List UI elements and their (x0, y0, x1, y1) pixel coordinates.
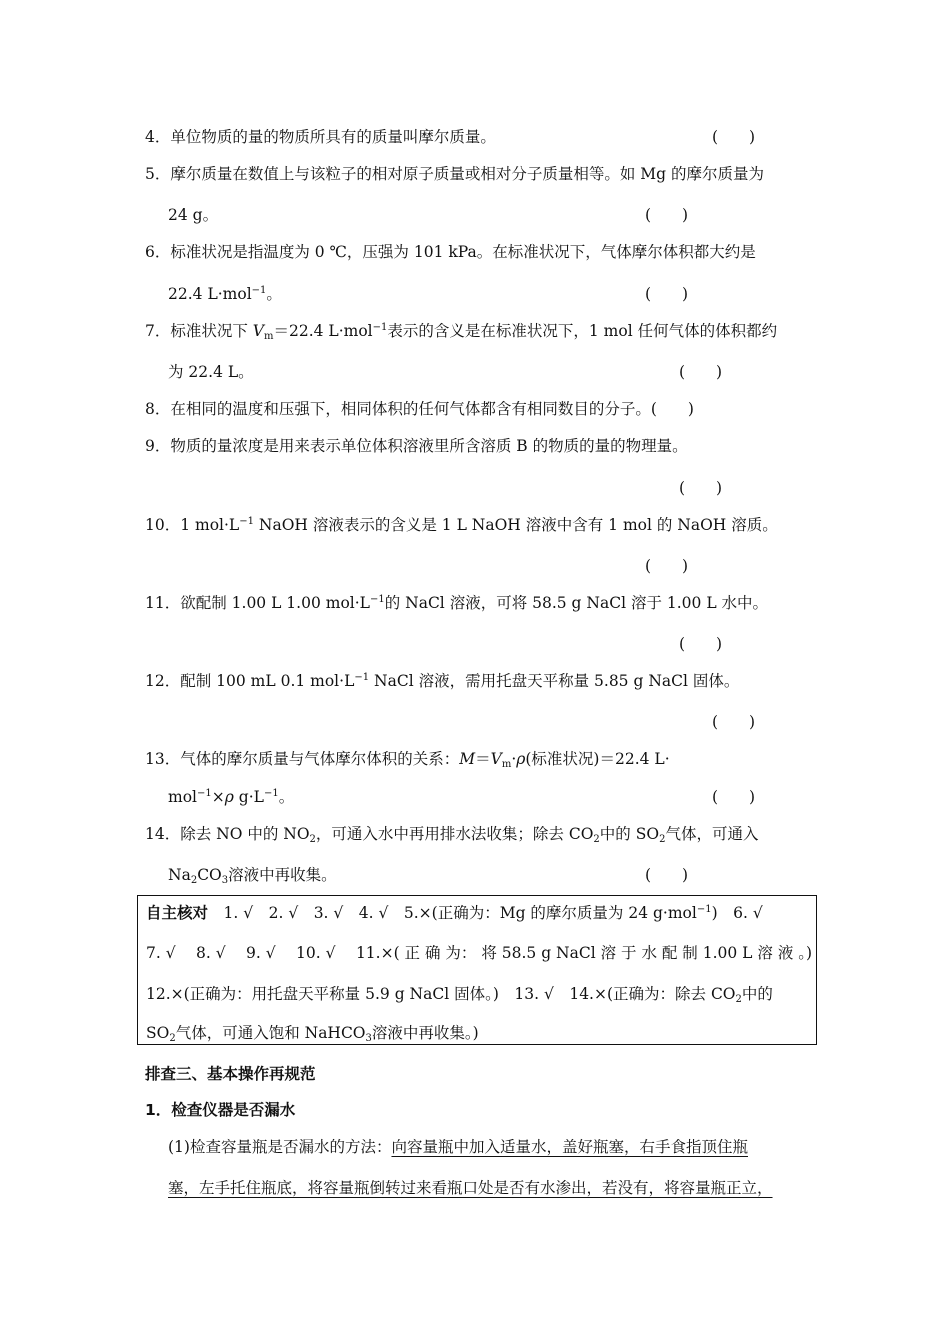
question-6-cont: 22.4 L·mol$^{-1}$。 (168, 285, 282, 303)
answer-key-line-4: $SO_2$气体，可通入饱和 NaHCO$_3$溶液中再收集。) (146, 1024, 479, 1044)
question-13: 13．气体的摩尔质量与气体摩尔体积的关系：$M=V_m\cdot\rho$(标准状况)＝22.4 L· (145, 750, 670, 770)
answer-blank-11: ( ) (679, 635, 723, 653)
answer-key-line-2: 7. √ 8. √ 9. √ 10. √ 11.×( 正 确 为： 将 58.5 g NaCl 溶 于 水 配 制 1.00 L 溶 液 。) (146, 944, 813, 962)
answer-blank-12: ( ) (712, 713, 756, 731)
answer-key-line-1: 自主核对 1. √ 2. √ 3. √ 4. √ 5.×(正确为：Mg 的摩尔质量为 24 g·mol$^{-1}$) 6. √ (146, 904, 763, 922)
question-5-cont: 24 g。 (168, 206, 219, 224)
answer-blank-7: ( ) (679, 363, 723, 381)
question-5: 5．摩尔质量在数值上与该粒子的相对原子质量或相对分子质量相等。如 Mg 的摩尔质量为 (145, 165, 765, 183)
question-6: 6．标准状况是指温度为 0 ℃，压强为 101 kPa。在标准状况下，气体摩尔体积都大约是 (145, 243, 756, 261)
question-14-cont: $Na_2CO_3$溶液中再收集。 (168, 866, 337, 886)
question-8: 8．在相同的温度和压强下，相同体积的任何气体都含有相同数目的分子。( ) (145, 400, 694, 418)
answer-blank-5: ( ) (645, 206, 689, 224)
question-7-cont: 为 22.4 L。 (168, 363, 254, 381)
subsection-heading: 1．检查仪器是否漏水 (145, 1101, 296, 1119)
answer-blank-6: ( ) (645, 285, 689, 303)
question-9: 9．物质的量浓度是用来表示单位体积溶液里所含溶质 B 的物质的量的物理量。 (145, 437, 688, 455)
answer-blank-4: ( ) (712, 128, 756, 146)
question-4: 4．单位物质的量的物质所具有的质量叫摩尔质量。 (145, 128, 496, 146)
question-14: 14．除去 NO 中的 $NO_2$，可通入水中再用排水法收集；除去 $CO_2$中的 $SO_2$气体，可通入 (145, 825, 759, 845)
answer-blank-14: ( ) (645, 866, 689, 884)
answer-blank-13: ( ) (712, 788, 756, 806)
question-10: 10．1 $mol\cdot L^{-1}$ NaOH 溶液表示的含义是 1 L NaOH 溶液中含有 1 mol 的 NaOH 溶质。 (145, 516, 778, 534)
paragraph-line-2: 塞，左手托住瓶底，将容量瓶倒转过来看瓶口处是否有水渗出，若没有，将容量瓶正立， (168, 1179, 773, 1197)
question-7: 7．标准状况下 $V_m=22.4$ L·mol$^{-1}$表示的含义是在标准状况下，1 mol 任何气体的体积都约 (145, 322, 778, 342)
question-13-cont: mol$^{-1}$×ρ $g\cdot L^{-1}$。 (168, 788, 295, 806)
answer-key-box (137, 895, 817, 1045)
answer-key-title: 自主核对 (146, 904, 209, 922)
answer-blank-9: ( ) (679, 479, 723, 497)
answer-key-line-3: 12.×(正确为：用托盘天平称量 5.9 g NaCl 固体。) 13. √ 14.×(正确为：除去 $CO_2$中的 (146, 985, 773, 1005)
section-heading: 排查三、基本操作再规范 (145, 1065, 316, 1083)
paragraph-line-1: (1)检查容量瓶是否漏水的方法：向容量瓶中加入适量水，盖好瓶塞，右手食指顶住瓶 (168, 1138, 748, 1156)
answer-blank-10: ( ) (645, 557, 689, 575)
question-11: 11．欲配制 1.00 L 1.00 $mol\cdot L^{-1}$的 NaCl 溶液，可将 58.5 g NaCl 溶于 1.00 L 水中。 (145, 594, 769, 612)
question-12: 12．配制 100 mL 0.1 $mol\cdot L^{-1}$ NaCl 溶液，需用托盘天平称量 5.85 g NaCl 固体。 (145, 672, 740, 690)
